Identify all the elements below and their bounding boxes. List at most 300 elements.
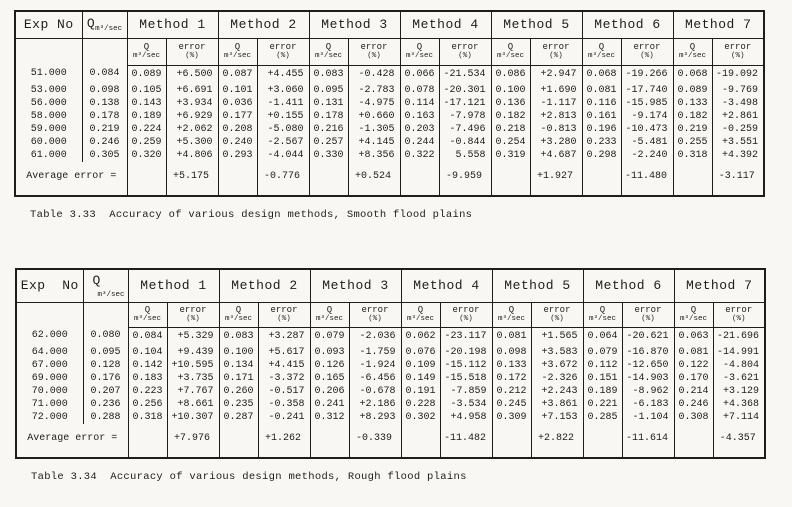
method-4-error-cell: -15.112 xyxy=(440,359,492,372)
method-2-q-cell: 0.293 xyxy=(218,149,257,162)
method-5-q-cell: 0.212 xyxy=(492,385,531,398)
method-1-q-cell: 0.183 xyxy=(128,372,167,385)
exp-no-cell: 70.000 xyxy=(16,385,83,398)
discharge-symbol: Q xyxy=(86,16,96,32)
method-6-q-cell: 0.298 xyxy=(582,149,621,162)
method-4-q-cell: 0.244 xyxy=(400,136,439,149)
method-3-q-cell: 0.126 xyxy=(310,359,349,372)
exp-no-cell: 59.000 xyxy=(15,123,82,136)
method-4-q-cell: 0.163 xyxy=(400,110,439,123)
method-5-q-cell: 0.081 xyxy=(492,327,531,346)
measured-q-cell: 0.138 xyxy=(82,97,127,110)
method-2-average-error: -0.776 xyxy=(257,168,309,185)
method-5-header: Method 5 xyxy=(491,11,582,38)
method-6-q-cell: 0.151 xyxy=(583,372,622,385)
method-1-q-cell: 0.318 xyxy=(128,411,167,424)
method-6-error-cell: -9.174 xyxy=(621,110,673,123)
method-4-error-cell: 5.558 xyxy=(439,149,491,162)
method-3-q-cell: 0.083 xyxy=(309,65,348,84)
exp-no-cell: 64.000 xyxy=(16,346,83,359)
error-sub-label: error xyxy=(270,305,298,316)
method-5-error-cell: +3.583 xyxy=(531,346,583,359)
method-1-average-error: +5.175 xyxy=(166,168,218,185)
method-1-error-cell: +5.329 xyxy=(167,327,219,346)
spacer-cell xyxy=(440,447,492,458)
exp-no-header: Exp No xyxy=(15,11,82,38)
method-3-q-cell: 0.079 xyxy=(310,327,349,346)
spacer-cell xyxy=(583,447,622,458)
method-5-q-cell: 0.100 xyxy=(491,84,530,97)
method-1-error-cell: +6.929 xyxy=(166,110,218,123)
method-2-error-cell: +4.415 xyxy=(258,359,310,372)
average-error-label: Average error = xyxy=(15,168,127,185)
error-sub-label: error xyxy=(634,305,662,316)
method-7-q-cell: 0.318 xyxy=(673,149,712,162)
method-2-error-cell: -2.567 xyxy=(257,136,309,149)
method-5-q-cell: 0.133 xyxy=(492,359,531,372)
method-2-q-cell: 0.287 xyxy=(219,411,258,424)
method-6-error-cell: -15.985 xyxy=(621,97,673,110)
method-7-q-cell: 0.246 xyxy=(674,398,713,411)
spacer-cell xyxy=(713,447,765,458)
method-2-q-cell: 0.083 xyxy=(219,327,258,346)
method-6-q-subheader xyxy=(582,38,621,65)
spacer-cell xyxy=(16,447,128,458)
q-sub-label: Q xyxy=(690,305,697,316)
method-7-q-cell: 0.133 xyxy=(673,97,712,110)
error-sub-unit: (%) xyxy=(186,315,200,324)
method-7-error-cell: +4.392 xyxy=(712,149,764,162)
method-1-error-cell: +2.062 xyxy=(166,123,218,136)
error-sub-label: error xyxy=(451,42,479,53)
method-1-q-cell: 0.142 xyxy=(128,359,167,372)
method-2-q-cell: 0.100 xyxy=(219,346,258,359)
rough-table-caption: Table 3.34 Accuracy of various design methods, Rough flood plains xyxy=(31,470,467,483)
method-1-header: Method 1 xyxy=(127,11,218,38)
method-2-q-subheader xyxy=(219,302,258,327)
table-row xyxy=(16,385,765,398)
method-6-q-cell: 0.285 xyxy=(583,411,622,424)
error-sub-unit: (%) xyxy=(549,52,563,61)
table-row xyxy=(15,123,764,136)
method-5-q-cell: 0.245 xyxy=(492,398,531,411)
method-1-q-cell: 0.320 xyxy=(127,149,166,162)
method-3-average-error: -0.339 xyxy=(349,430,401,447)
method-6-q-cell: 0.196 xyxy=(582,123,621,136)
method-5-average-error: +2.822 xyxy=(531,430,583,447)
method-1-q-cell: 0.189 xyxy=(127,110,166,123)
q-sub-unit: m³/sec xyxy=(224,315,252,324)
method-7-error-cell: -9.769 xyxy=(712,84,764,97)
method-6-error-cell: -2.240 xyxy=(621,149,673,162)
method-6-error-cell: -12.650 xyxy=(622,359,674,372)
method-3-q-cell: 0.257 xyxy=(309,136,348,149)
method-2-q-cell: 0.087 xyxy=(218,65,257,84)
method-4-q-subheader xyxy=(401,302,440,327)
spacer-cell xyxy=(15,185,127,196)
method-4-error-subheader xyxy=(440,302,492,327)
average-spacer-cell xyxy=(673,168,712,185)
method-3-q-cell: 0.216 xyxy=(309,123,348,136)
method-1-error-cell: +10.307 xyxy=(167,411,219,424)
method-3-error-cell: -1.924 xyxy=(349,359,401,372)
method-4-error-cell: -23.117 xyxy=(440,327,492,346)
measured-q-cell: 0.128 xyxy=(83,359,128,372)
method-6-q-cell: 0.112 xyxy=(583,359,622,372)
method-1-q-cell: 0.089 xyxy=(127,65,166,84)
exp-no-cell: 71.000 xyxy=(16,398,83,411)
method-4-q-cell: 0.076 xyxy=(401,346,440,359)
table-row xyxy=(15,149,764,162)
exp-no-cell: 61.000 xyxy=(15,149,82,162)
method-3-error-subheader xyxy=(348,38,400,65)
method-7-error-cell: -14.991 xyxy=(713,346,765,359)
spacer-cell xyxy=(531,447,583,458)
spacer-cell xyxy=(349,447,401,458)
method-6-error-cell: -17.740 xyxy=(621,84,673,97)
method-5-error-subheader xyxy=(531,302,583,327)
q-sub-unit: m³/sec xyxy=(679,315,707,324)
spacer-cell xyxy=(348,185,400,196)
q-sub-unit: m³/sec xyxy=(133,315,161,324)
header-spacer-cell xyxy=(15,38,82,65)
spacer-cell xyxy=(712,185,764,196)
exp-no-header: Exp No xyxy=(16,269,83,302)
q-sub-unit: m³/sec xyxy=(588,315,616,324)
method-7-error-cell: +3.129 xyxy=(713,385,765,398)
exp-no-cell: 69.000 xyxy=(16,372,83,385)
error-sub-unit: (%) xyxy=(368,315,382,324)
method-6-error-cell: -14.903 xyxy=(622,372,674,385)
method-3-error-cell: -0.428 xyxy=(348,65,400,84)
method-6-q-cell: 0.079 xyxy=(583,346,622,359)
header-spacer-cell xyxy=(82,38,127,65)
method-2-error-cell: -0.358 xyxy=(258,398,310,411)
spacer-cell xyxy=(218,185,257,196)
exp-no-cell: 62.000 xyxy=(16,327,83,346)
average-spacer-cell xyxy=(127,168,166,185)
method-4-q-cell: 0.114 xyxy=(400,97,439,110)
exp-no-cell: 72.000 xyxy=(16,411,83,424)
method-7-q-subheader xyxy=(674,302,713,327)
table-row xyxy=(15,84,764,97)
method-4-error-cell: -7.978 xyxy=(439,110,491,123)
method-7-q-cell: 0.068 xyxy=(673,65,712,84)
method-1-q-cell: 0.224 xyxy=(127,123,166,136)
method-4-q-cell: 0.109 xyxy=(401,359,440,372)
method-4-q-cell: 0.066 xyxy=(400,65,439,84)
method-1-average-error: +7.976 xyxy=(167,430,219,447)
error-sub-unit: (%) xyxy=(641,315,655,324)
rough-flood-plains-section xyxy=(15,268,766,483)
table-row xyxy=(16,411,765,424)
method-7-q-cell: 0.308 xyxy=(674,411,713,424)
method-7-q-subheader xyxy=(673,38,712,65)
method-7-header: Method 7 xyxy=(674,269,765,302)
method-4-error-cell: -20.301 xyxy=(439,84,491,97)
smooth-flood-plains-table xyxy=(14,10,765,197)
spacer-cell xyxy=(401,447,440,458)
method-7-q-cell: 0.122 xyxy=(674,359,713,372)
method-4-error-cell: -15.518 xyxy=(440,372,492,385)
spacer-cell xyxy=(167,447,219,458)
table-row xyxy=(15,110,764,123)
method-2-q-cell: 0.171 xyxy=(219,372,258,385)
method-7-error-cell: -4.804 xyxy=(713,359,765,372)
error-sub-unit: (%) xyxy=(276,52,290,61)
method-2-error-cell: -4.044 xyxy=(257,149,309,162)
method-3-q-cell: 0.093 xyxy=(310,346,349,359)
average-spacer-cell xyxy=(401,430,440,447)
exp-no-cell: 53.000 xyxy=(15,84,82,97)
q-sub-label: Q xyxy=(325,42,332,53)
average-spacer-cell xyxy=(582,168,621,185)
method-4-header: Method 4 xyxy=(400,11,491,38)
error-sub-label: error xyxy=(360,42,388,53)
average-spacer-cell xyxy=(583,430,622,447)
q-sub-label: Q xyxy=(144,305,151,316)
q-sub-unit: m³/sec xyxy=(406,315,434,324)
method-3-error-cell: +0.660 xyxy=(348,110,400,123)
method-1-error-subheader xyxy=(166,38,218,65)
method-1-error-cell: +6.500 xyxy=(166,65,218,84)
method-5-error-cell: +4.687 xyxy=(530,149,582,162)
error-sub-unit: (%) xyxy=(367,52,381,61)
method-1-q-cell: 0.143 xyxy=(127,97,166,110)
method-7-error-subheader xyxy=(713,302,765,327)
q-sub-label: Q xyxy=(235,305,242,316)
spacer-cell xyxy=(166,185,218,196)
average-spacer-cell xyxy=(400,168,439,185)
method-1-q-cell: 0.084 xyxy=(128,327,167,346)
method-7-header: Method 7 xyxy=(673,11,764,38)
method-4-q-cell: 0.228 xyxy=(401,398,440,411)
method-4-average-error: -11.482 xyxy=(440,430,492,447)
method-7-error-cell: +3.551 xyxy=(712,136,764,149)
method-3-error-cell: -1.759 xyxy=(349,346,401,359)
method-4-q-subheader xyxy=(400,38,439,65)
average-error-row xyxy=(15,168,764,185)
method-1-error-subheader xyxy=(167,302,219,327)
method-6-q-cell: 0.068 xyxy=(582,65,621,84)
exp-no-cell: 60.000 xyxy=(15,136,82,149)
method-1-error-cell: +8.661 xyxy=(167,398,219,411)
table-row xyxy=(15,97,764,110)
method-6-average-error: -11.614 xyxy=(622,430,674,447)
average-spacer-cell xyxy=(128,430,167,447)
method-3-header: Method 3 xyxy=(310,269,401,302)
method-2-q-cell: 0.240 xyxy=(218,136,257,149)
header-spacer-cell xyxy=(16,302,83,327)
method-4-q-cell: 0.203 xyxy=(400,123,439,136)
method-4-q-cell: 0.322 xyxy=(400,149,439,162)
spacer-cell xyxy=(674,447,713,458)
q-sub-label: Q xyxy=(416,42,423,53)
average-spacer-cell xyxy=(674,430,713,447)
error-sub-label: error xyxy=(633,42,661,53)
q-sub-label: Q xyxy=(598,42,605,53)
spacer-cell xyxy=(492,447,531,458)
error-sub-unit: (%) xyxy=(550,315,564,324)
method-2-error-cell: -0.241 xyxy=(258,411,310,424)
method-4-error-subheader xyxy=(439,38,491,65)
method-6-q-cell: 0.161 xyxy=(582,110,621,123)
method-7-error-cell: -19.092 xyxy=(712,65,764,84)
method-1-q-subheader xyxy=(127,38,166,65)
table-row xyxy=(15,65,764,84)
spacer-cell xyxy=(258,447,310,458)
measured-q-cell: 0.084 xyxy=(82,65,127,84)
method-6-error-cell: -19.266 xyxy=(621,65,673,84)
method-4-error-cell: -0.844 xyxy=(439,136,491,149)
method-2-error-subheader xyxy=(258,302,310,327)
method-5-q-cell: 0.182 xyxy=(491,110,530,123)
method-3-error-cell: -1.305 xyxy=(348,123,400,136)
average-spacer-cell xyxy=(492,430,531,447)
method-2-q-cell: 0.134 xyxy=(219,359,258,372)
error-sub-label: error xyxy=(725,305,753,316)
error-sub-label: error xyxy=(724,42,752,53)
error-sub-label: error xyxy=(452,305,480,316)
method-4-q-cell: 0.302 xyxy=(401,411,440,424)
method-6-q-cell: 0.064 xyxy=(583,327,622,346)
method-3-error-cell: -4.975 xyxy=(348,97,400,110)
method-5-error-subheader xyxy=(530,38,582,65)
method-5-q-cell: 0.309 xyxy=(492,411,531,424)
spacer-cell xyxy=(219,447,258,458)
method-7-error-cell: -3.621 xyxy=(713,372,765,385)
spacer-row xyxy=(15,185,764,196)
q-sub-label: Q xyxy=(234,42,241,53)
method-3-q-subheader xyxy=(309,38,348,65)
method-5-q-cell: 0.086 xyxy=(491,65,530,84)
method-3-q-cell: 0.312 xyxy=(310,411,349,424)
method-7-q-cell: 0.255 xyxy=(673,136,712,149)
method-5-q-subheader xyxy=(491,38,530,65)
table-row xyxy=(16,359,765,372)
average-error-row xyxy=(16,430,765,447)
measured-q-cell: 0.305 xyxy=(82,149,127,162)
method-6-q-subheader xyxy=(583,302,622,327)
method-2-average-error: +1.262 xyxy=(258,430,310,447)
method-4-error-cell: -7.496 xyxy=(439,123,491,136)
method-3-error-cell: +8.356 xyxy=(348,149,400,162)
table-row xyxy=(16,372,765,385)
method-2-error-cell: +4.455 xyxy=(257,65,309,84)
method-3-q-cell: 0.095 xyxy=(309,84,348,97)
subheader-row xyxy=(16,302,765,327)
error-sub-unit: (%) xyxy=(458,52,472,61)
average-spacer-cell xyxy=(219,430,258,447)
method-5-q-cell: 0.136 xyxy=(491,97,530,110)
method-5-error-cell: +1.690 xyxy=(530,84,582,97)
method-2-error-cell: +3.287 xyxy=(258,327,310,346)
method-1-header: Method 1 xyxy=(128,269,219,302)
method-6-error-cell: -6.183 xyxy=(622,398,674,411)
method-2-error-cell: -3.372 xyxy=(258,372,310,385)
error-sub-unit: (%) xyxy=(730,52,745,61)
method-6-error-cell: -16.870 xyxy=(622,346,674,359)
method-4-q-cell: 0.149 xyxy=(401,372,440,385)
method-5-error-cell: +2.813 xyxy=(530,110,582,123)
method-4-header: Method 4 xyxy=(401,269,492,302)
method-2-error-subheader xyxy=(257,38,309,65)
method-2-error-cell: +3.060 xyxy=(257,84,309,97)
smooth-table-caption: Table 3.33 Accuracy of various design methods, Smooth flood plains xyxy=(30,208,473,221)
spacer-cell xyxy=(257,185,309,196)
method-4-error-cell: -20.198 xyxy=(440,346,492,359)
discharge-header xyxy=(83,269,128,302)
method-3-error-cell: +8.293 xyxy=(349,411,401,424)
method-3-q-cell: 0.206 xyxy=(310,385,349,398)
method-6-q-cell: 0.221 xyxy=(583,398,622,411)
discharge-unit: m³/sec xyxy=(95,25,123,34)
error-sub-unit: (%) xyxy=(277,315,291,324)
spacer-cell xyxy=(310,447,349,458)
method-6-average-error: -11.480 xyxy=(621,168,673,185)
method-4-error-cell: +4.958 xyxy=(440,411,492,424)
method-5-error-cell: -1.117 xyxy=(530,97,582,110)
error-sub-unit: (%) xyxy=(459,315,473,324)
method-1-error-cell: +3.934 xyxy=(166,97,218,110)
q-sub-label: Q xyxy=(417,305,424,316)
method-3-q-subheader xyxy=(310,302,349,327)
method-3-error-cell: -2.036 xyxy=(349,327,401,346)
q-sub-label: Q xyxy=(143,42,150,53)
method-5-q-cell: 0.098 xyxy=(492,346,531,359)
average-error-label: Average error = xyxy=(16,430,128,447)
measured-q-cell: 0.207 xyxy=(83,385,128,398)
method-6-q-cell: 0.116 xyxy=(582,97,621,110)
method-2-q-cell: 0.235 xyxy=(219,398,258,411)
method-1-q-cell: 0.223 xyxy=(128,385,167,398)
spacer-cell xyxy=(673,185,712,196)
measured-q-cell: 0.178 xyxy=(82,110,127,123)
method-3-average-error: +0.524 xyxy=(348,168,400,185)
method-7-q-cell: 0.089 xyxy=(673,84,712,97)
method-5-q-cell: 0.218 xyxy=(491,123,530,136)
method-5-error-cell: -2.326 xyxy=(531,372,583,385)
average-spacer-cell xyxy=(310,430,349,447)
method-6-error-cell: -20.621 xyxy=(622,327,674,346)
method-1-q-cell: 0.256 xyxy=(128,398,167,411)
method-7-q-cell: 0.081 xyxy=(674,346,713,359)
method-5-header: Method 5 xyxy=(492,269,583,302)
method-5-error-cell: +3.861 xyxy=(531,398,583,411)
exp-no-cell: 67.000 xyxy=(16,359,83,372)
method-2-q-cell: 0.101 xyxy=(218,84,257,97)
method-6-error-cell: -5.481 xyxy=(621,136,673,149)
error-sub-label: error xyxy=(179,305,207,316)
measured-q-cell: 0.288 xyxy=(83,411,128,424)
table-row xyxy=(16,398,765,411)
method-2-q-cell: 0.260 xyxy=(219,385,258,398)
subheader-row xyxy=(15,38,764,65)
method-3-q-cell: 0.165 xyxy=(310,372,349,385)
error-sub-unit: (%) xyxy=(185,52,199,61)
method-2-header: Method 2 xyxy=(219,269,310,302)
method-7-error-subheader xyxy=(712,38,764,65)
method-1-error-cell: +7.767 xyxy=(167,385,219,398)
method-7-average-error: -3.117 xyxy=(712,168,764,185)
error-sub-label: error xyxy=(178,42,206,53)
method-7-error-cell: +2.861 xyxy=(712,110,764,123)
method-1-error-cell: +10.595 xyxy=(167,359,219,372)
exp-no-cell: 56.000 xyxy=(15,97,82,110)
method-3-q-cell: 0.131 xyxy=(309,97,348,110)
exp-no-cell: 51.000 xyxy=(15,65,82,84)
method-3-error-cell: -0.678 xyxy=(349,385,401,398)
